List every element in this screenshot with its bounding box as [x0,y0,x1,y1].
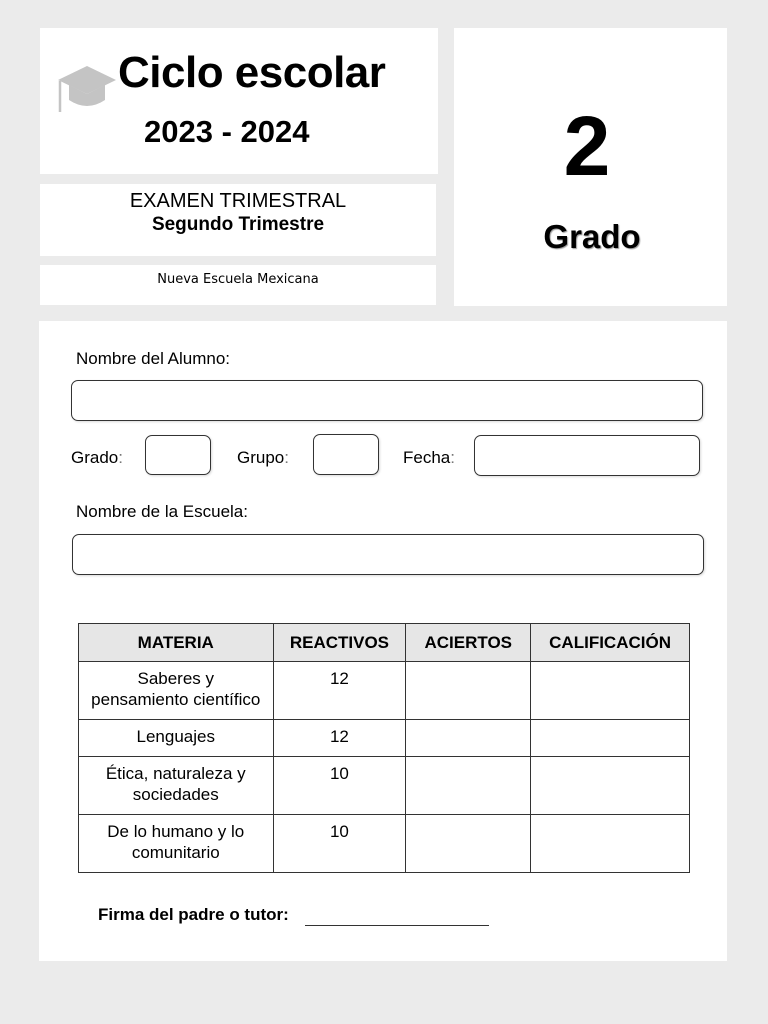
grade-label: Grado [543,218,641,255]
grade-panel [454,28,727,306]
school-name-label: Nombre de la Escuela: [76,502,248,521]
reactivos-cell: 10 [273,815,406,873]
school-year: 2023 - 2024 [144,114,310,149]
grade-field-label: Grado: [71,448,123,467]
column-header-aciertos: ACIERTOS [406,624,531,662]
calificacion-cell[interactable] [531,720,690,757]
aciertos-cell[interactable] [406,815,531,873]
subject-cell: De lo humano y lo comunitario [79,815,274,873]
table-row [79,815,690,873]
score-table [78,623,690,873]
column-header-calificacion: CALIFICACIÓN [531,624,690,662]
column-header-materia: MATERIA [79,624,274,662]
subject-cell: Saberes y pensamiento científico [79,662,274,720]
group-field[interactable] [313,434,379,475]
exam-subtitle: Segundo Trimestre [151,214,325,235]
grade-field[interactable] [145,435,211,475]
page-title: Ciclo escolar [118,48,386,97]
graduation-cap-icon [56,54,118,114]
date-field[interactable] [474,435,700,476]
subject-cell: Ética, naturaleza y sociedades [79,757,274,815]
date-field-label: Fecha: [403,448,455,467]
student-form [39,321,727,961]
school-name-field[interactable] [72,534,704,575]
signature-label: Firma del padre o tutor: [98,905,289,924]
reactivos-cell: 12 [273,720,406,757]
calificacion-cell[interactable] [531,662,690,720]
aciertos-cell[interactable] [406,720,531,757]
exam-title: EXAMEN TRIMESTRAL [129,190,347,212]
program-panel [40,265,436,305]
student-name-field[interactable] [71,380,703,421]
subject-cell: Lenguajes [79,720,274,757]
calificacion-cell[interactable] [531,815,690,873]
student-name-label: Nombre del Alumno: [76,349,231,368]
program-name: Nueva Escuela Mexicana [157,272,319,287]
exam-panel [40,184,436,256]
signature-line[interactable] [305,925,489,926]
column-header-reactivos: REACTIVOS [273,624,406,662]
reactivos-cell: 10 [273,757,406,815]
aciertos-cell[interactable] [406,662,531,720]
calificacion-cell[interactable] [531,757,690,815]
table-row [79,662,690,720]
aciertos-cell[interactable] [406,757,531,815]
table-header-row [79,624,690,662]
header-panel [40,28,438,174]
table-row [79,720,690,757]
group-field-label: Grupo: [237,448,289,467]
reactivos-cell: 12 [273,662,406,720]
grade-number: 2 [563,99,611,193]
table-row [79,757,690,815]
